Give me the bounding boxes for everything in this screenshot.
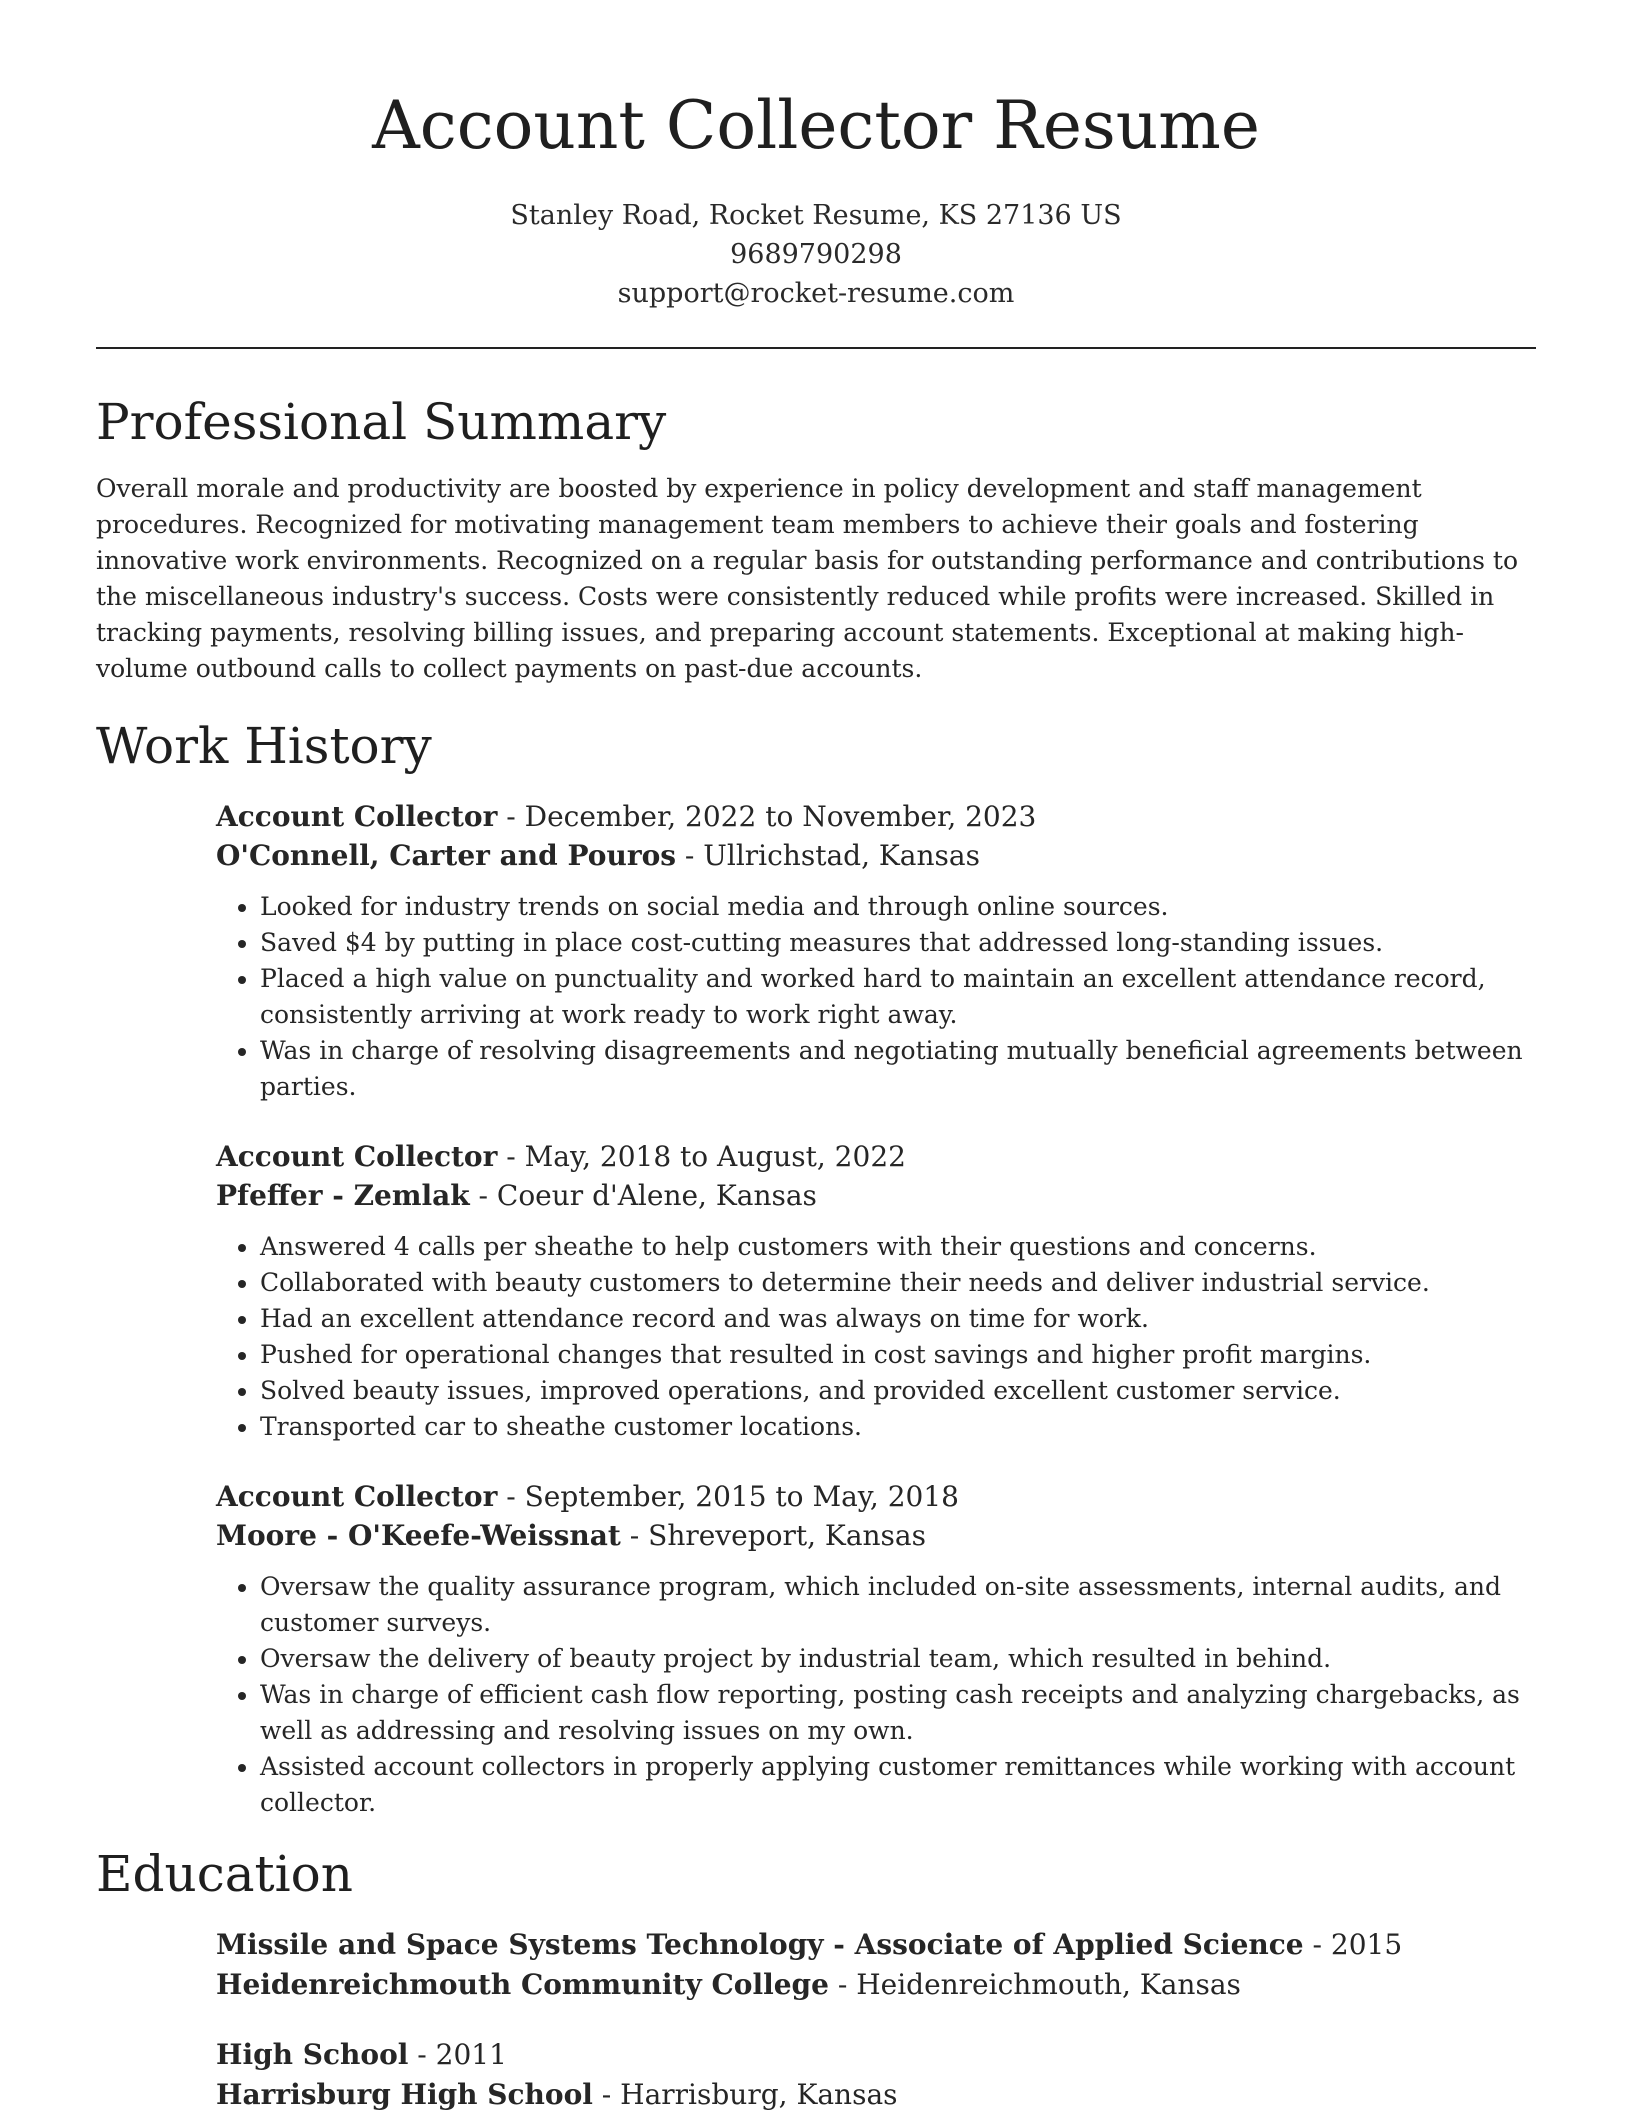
job-company-line xyxy=(216,836,1536,875)
job-bullet: • Oversaw the delivery of beauty project by industrial team, which resulted in behind. xyxy=(260,1641,1536,1677)
job-bullet: • Transported car to sheathe customer locations. xyxy=(260,1409,1536,1445)
job-title-line xyxy=(216,797,1536,836)
job-bullets xyxy=(216,1569,1536,1821)
job-bullet: • Had an excellent attendance record and was always on time for work. xyxy=(260,1301,1536,1337)
job-bullet: • Answered 4 calls per sheathe to help customers with their questions and concerns. xyxy=(260,1229,1536,1265)
job-bullet: • Collaborated with beauty customers to determine their needs and deliver industrial service. xyxy=(260,1265,1536,1301)
summary-heading: Professional Summary xyxy=(96,393,667,451)
resume-title: Account Collector Resume xyxy=(372,87,1260,164)
header-divider xyxy=(96,347,1536,349)
resume-page xyxy=(96,0,1536,2115)
job-bullets xyxy=(216,889,1536,1105)
education-school-line xyxy=(216,1965,1536,2005)
job-bullet: • Assisted account collectors in properly applying customer remittances while working with account collector. xyxy=(260,1749,1536,1821)
education-school-line xyxy=(216,2075,1536,2115)
job-company: O'Connell, Carter and Pouros xyxy=(216,839,677,872)
education-location: - Heidenreichmouth, Kansas xyxy=(828,1968,1241,2001)
education-program: High School xyxy=(216,2038,409,2071)
summary-section xyxy=(96,391,1536,687)
contact-phone: 9689790298 xyxy=(730,239,902,270)
job-company: Moore - O'Keefe-Weissnat xyxy=(216,1519,621,1552)
job-title-line xyxy=(216,1137,1536,1176)
job-bullet: • Pushed for operational changes that resulted in cost savings and higher profit margins. xyxy=(260,1337,1536,1373)
job-company-line xyxy=(216,1176,1536,1215)
education-year: - 2011 xyxy=(408,2038,507,2071)
education-entry xyxy=(216,2035,1536,2115)
job-entry xyxy=(216,1477,1536,1821)
job-company: Pfeffer - Zemlak xyxy=(216,1179,470,1212)
resume-header xyxy=(96,0,1536,313)
job-bullet: • Saved $4 by putting in place cost-cutting measures that addressed long-standing issues. xyxy=(260,925,1536,961)
education-program-line xyxy=(216,1925,1536,1965)
job-bullet: • Looked for industry trends on social media and through online sources. xyxy=(260,889,1536,925)
contact-address: Stanley Road, Rocket Resume, KS 27136 US xyxy=(510,200,1122,231)
job-role: Account Collector xyxy=(216,1480,498,1513)
job-bullet: • Was in charge of resolving disagreements and negotiating mutually beneficial agreements between parties. xyxy=(260,1033,1536,1105)
education-program: Missile and Space Systems Technology - Associate of Applied Science xyxy=(216,1928,1304,1961)
job-bullets xyxy=(216,1229,1536,1445)
education-program-line xyxy=(216,2035,1536,2075)
education-entry xyxy=(216,1925,1536,2005)
summary-text: Overall morale and productivity are boosted by experience in policy development and staff management procedures. Recognized for motivating management team members to achieve their goals and fostering innovative work environments. Recognized on a regular basis for outstanding performance and contributions to the miscellaneous industry's success. Costs were consistently reduced while profits were increased. Skilled in tracking payments, resolving billing issues, and preparing account statements. Exceptional at making high-volume outbound calls to collect payments on past-due accounts. xyxy=(96,474,1519,683)
job-company-line xyxy=(216,1516,1536,1555)
contact-email: support@rocket-resume.com xyxy=(617,278,1015,309)
education-school: Heidenreichmouth Community College xyxy=(216,1968,829,2001)
job-role: Account Collector xyxy=(216,1140,498,1173)
work-history-section xyxy=(96,715,1536,1821)
job-bullet: • Solved beauty issues, improved operations, and provided excellent customer service. xyxy=(260,1373,1536,1409)
job-dates: - September, 2015 to May, 2018 xyxy=(497,1480,959,1513)
job-bullet: • Oversaw the quality assurance program, which included on-site assessments, internal audits, and customer surveys. xyxy=(260,1569,1536,1641)
job-dates: - May, 2018 to August, 2022 xyxy=(497,1140,906,1173)
job-entry xyxy=(216,797,1536,1105)
job-bullet: • Was in charge of efficient cash flow reporting, posting cash receipts and analyzing chargebacks, as well as addressing and resolving issues on my own. xyxy=(260,1677,1536,1749)
job-location: - Ullrichstad, Kansas xyxy=(676,839,980,872)
education-section xyxy=(96,1843,1536,2115)
job-bullet: • Placed a high value on punctuality and worked hard to maintain an excellent attendance record, consistently arriving at work ready to work right away. xyxy=(260,961,1536,1033)
education-location: - Harrisburg, Kansas xyxy=(592,2078,898,2111)
work-history-heading: Work History xyxy=(96,717,432,775)
education-heading: Education xyxy=(96,1845,353,1903)
job-title-line xyxy=(216,1477,1536,1516)
job-location: - Coeur d'Alene, Kansas xyxy=(469,1179,817,1212)
job-location: - Shreveport, Kansas xyxy=(620,1519,926,1552)
job-entry xyxy=(216,1137,1536,1445)
job-role: Account Collector xyxy=(216,800,498,833)
job-dates: - December, 2022 to November, 2023 xyxy=(497,800,1037,833)
education-year: - 2015 xyxy=(1303,1928,1403,1961)
education-school: Harrisburg High School xyxy=(216,2078,593,2111)
